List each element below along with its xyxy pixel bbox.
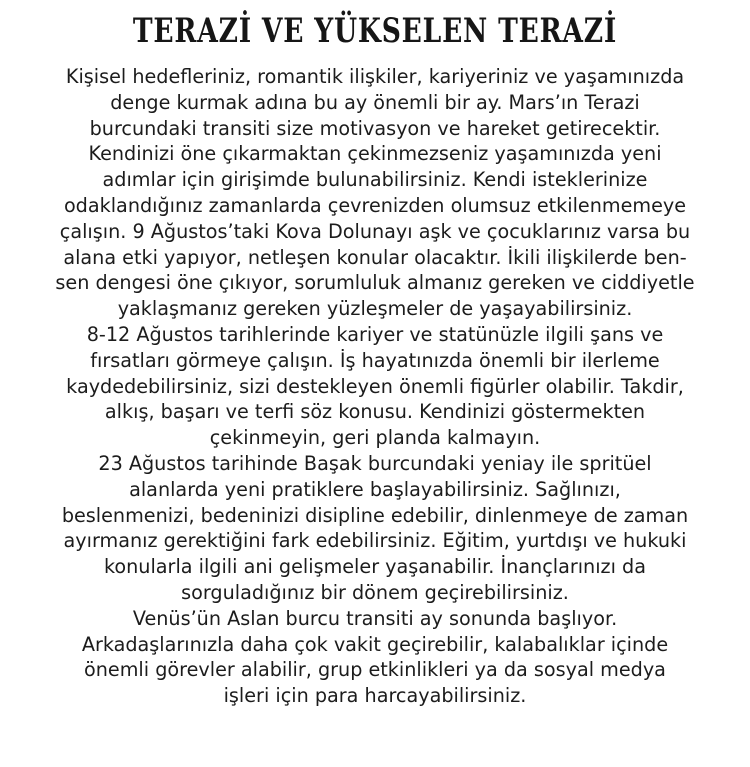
text-line: Arkadaşlarınızla daha çok vakit geçirebilir, kalabalıklar içinde — [81, 632, 669, 656]
text-line: burcundaki transiti size motivasyon ve hareket getirecektir. — [89, 116, 661, 140]
text-line: Kendinizi öne çıkarmaktan çekinmezseniz yaşamınızda yeni — [88, 142, 662, 166]
text-line: fırsatları görmeye çalışın. İş hayatınızda önemli bir ilerleme — [90, 348, 660, 372]
article-body — [6, 64, 744, 709]
text-line: alana etki yapıyor, netleşen konular olacaktır. İkili ilişkilerde ben- — [63, 245, 687, 269]
text-line: adımlar için girişimde bulunabilirsiniz. Kendi isteklerinize — [102, 168, 648, 192]
text-line: çekinmeyin, geri planda kalmayın. — [209, 426, 541, 450]
text-line: çalışın. 9 Ağustos’taki Kova Dolunayı aşk ve çocuklarınız varsa bu — [59, 219, 691, 243]
text-line: konularla ilgili ani gelişmeler yaşanabilir. İnançlarınızı da — [103, 555, 646, 579]
text-line: önemli görevler alabilir, grup etkinlikleri ya da sosyal medya — [84, 658, 666, 682]
text-line: ayırmanız gerektiğini fark edebilirsiniz. Eğitim, yurtdışı ve hukuki — [63, 529, 687, 553]
text-line: denge kurmak adına bu ay önemli bir ay. Mars’ın Terazi — [110, 90, 640, 114]
text-line: sen dengesi öne çıkıyor, sorumluluk almanız gereken ve ciddiyetle — [55, 271, 695, 295]
text-line: alanlarda yeni pratiklere başlayabilirsiniz. Sağlınızı, — [129, 477, 621, 501]
text-line: beslenmenizi, bedeninizi disipline edebilir, dinlenmeye de zaman — [61, 503, 689, 527]
text-line: alkış, başarı ve terfi söz konusu. Kendinizi göstermekten — [104, 400, 646, 424]
article-title: TERAZİ VE YÜKSELEN TERAZİ — [132, 11, 618, 51]
text-line: sorguladığınız bir dönem geçirebilirsiniz. — [181, 580, 569, 604]
text-line: işleri için para harcayabilirsiniz. — [223, 684, 527, 708]
text-line: 8-12 Ağustos tarihlerinde kariyer ve statünüzle ilgili şans ve — [86, 322, 664, 346]
text-line: odaklandığınız zamanlarda çevrenizden olumsuz etkilenmemeye — [63, 193, 687, 217]
text-line: Venüs’ün Aslan burcu transiti ay sonunda başlıyor. — [132, 606, 618, 630]
text-line: kaydedebilirsiniz, sizi destekleyen önemli figürler olabilir. Takdir, — [66, 374, 684, 398]
text-line: yaklaşmanız gereken yüzleşmeler de yaşayabilirsiniz. — [117, 297, 633, 321]
text-line: 23 Ağustos tarihinde Başak burcundaki yeniay ile spritüel — [98, 451, 652, 475]
text-line: Kişisel hedefleriniz, romantik ilişkiler, kariyeriniz ve yaşamınızda — [65, 65, 685, 88]
